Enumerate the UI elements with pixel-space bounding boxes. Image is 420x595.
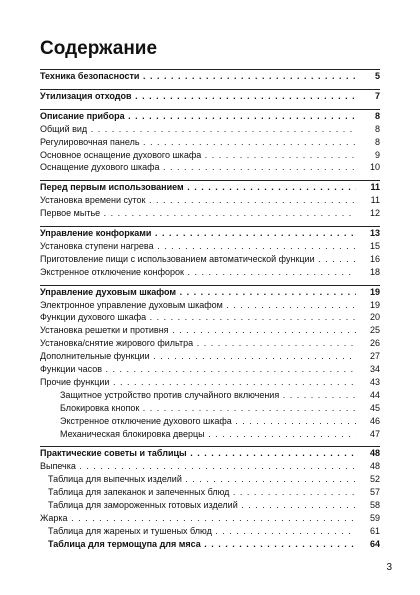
toc-entry[interactable]	[40, 149, 380, 161]
section-rule	[40, 285, 380, 286]
toc-entry-page: 48	[369, 448, 380, 459]
toc-entry-label: Техника безопасности . . .	[40, 70, 356, 82]
toc-entry-page: 11	[370, 182, 380, 193]
toc-entry-page: 19	[369, 299, 380, 310]
page-number: 3	[386, 562, 392, 573]
toc-entry-label: Таблица для жареных и тушеных блюд . . .	[40, 525, 356, 537]
section-rule	[40, 180, 380, 181]
toc-entry-label: Описание прибора . . .	[40, 110, 356, 122]
toc-entry-page: 58	[369, 500, 380, 510]
toc-entry-label: Таблица для термощупа для мяса . . .	[40, 538, 356, 550]
toc-entry-label: Управление духовым шкафом . . .	[40, 286, 356, 298]
toc-entry-page: 7	[374, 90, 380, 101]
toc-entry-label: Оснащение духового шкафа . . .	[40, 161, 356, 173]
toc-entry-label: Первое мытье . . .	[40, 207, 356, 219]
toc-entry-label: Установка времени суток . . .	[40, 194, 356, 206]
section-rule	[40, 226, 380, 227]
toc-section[interactable]	[40, 227, 380, 239]
section-rule	[40, 446, 380, 447]
toc-entry-page: 9	[374, 149, 380, 160]
toc-entry-page: 11	[370, 195, 380, 206]
toc-entry-label: Электронное управление духовым шкафом . . .	[40, 299, 356, 311]
toc-entry[interactable]	[40, 123, 380, 135]
toc-entry[interactable]	[40, 376, 380, 388]
toc-entry-label: Утилизация отходов . . .	[40, 90, 356, 102]
toc-entry-label: Экстренное отключение конфорок . . .	[40, 266, 356, 278]
toc-entry-label: Таблица для запеканок и запеченных блюд . . .	[40, 486, 356, 498]
toc-section[interactable]	[40, 70, 380, 82]
toc-entry-label: Прочие функции . . .	[40, 376, 356, 388]
toc-entry-page: 18	[369, 266, 380, 277]
toc-entry[interactable]	[40, 389, 380, 401]
toc-entry-page: 25	[369, 325, 380, 336]
toc-entry-label: Защитное устройство против случайного включения . . .	[40, 389, 356, 401]
toc-entry[interactable]	[40, 337, 380, 349]
toc-entry-page: 16	[369, 253, 380, 264]
toc-entry-page: 5	[374, 71, 380, 81]
toc-entry[interactable]	[40, 324, 380, 336]
toc-entry-page: 19	[369, 286, 380, 297]
toc-entry-label: Дополнительные функции . . .	[40, 350, 356, 362]
toc-entry-page: 52	[369, 474, 380, 485]
toc-entry-page: 8	[374, 136, 380, 147]
toc-entry-label: Блокировка кнопок . . .	[40, 402, 356, 414]
toc-entry-page: 13	[369, 228, 380, 238]
toc-entry-label: Экстренное отключение духового шкафа . . .	[40, 415, 356, 427]
toc-entry[interactable]	[40, 311, 380, 323]
section-rule	[40, 69, 380, 70]
toc-entry-page: 27	[369, 351, 380, 362]
toc-entry[interactable]	[40, 538, 380, 550]
toc-entry-label: Перед первым использованием . . .	[40, 181, 356, 193]
toc-entry-label: Приготовление пищи с использованием автоматической функции . . .	[40, 253, 356, 265]
toc-entry-page: 44	[369, 389, 380, 400]
toc-entry[interactable]	[40, 428, 380, 440]
toc-entry[interactable]	[40, 402, 380, 414]
toc-entry-page: 43	[369, 376, 380, 387]
toc-entry-label: Основное оснащение духового шкафа . . .	[40, 149, 356, 161]
toc-entry[interactable]	[40, 512, 380, 524]
toc-entry-page: 8	[374, 110, 380, 121]
toc-entry[interactable]	[40, 161, 380, 173]
toc-entry[interactable]	[40, 363, 380, 375]
toc-section[interactable]	[40, 286, 380, 298]
toc-entry-page: 47	[369, 428, 380, 439]
page-title: Содержание	[40, 38, 158, 59]
toc-entry-label: Таблица для выпечных изделий . . .	[40, 473, 356, 485]
toc-entry-label: Выпечка . . .	[40, 460, 356, 472]
toc-entry-label: Управление конфорками . . .	[40, 227, 356, 239]
toc-entry-page: 12	[369, 208, 380, 219]
toc-entry-label: Установка ступени нагрева . . .	[40, 240, 356, 252]
toc-entry-label: Жарка . . .	[40, 512, 356, 524]
toc-entry-page: 45	[369, 402, 380, 413]
toc-entry-page: 64	[369, 538, 380, 549]
toc-entry[interactable]	[40, 525, 380, 537]
toc-entry[interactable]	[40, 299, 380, 311]
toc-entry-label: Установка/снятие жирового фильтра . . .	[40, 337, 356, 349]
toc-entry[interactable]	[40, 499, 380, 511]
toc-entry[interactable]	[40, 350, 380, 362]
toc-entry[interactable]	[40, 207, 380, 219]
toc-entry-label: Общий вид . . .	[40, 123, 356, 135]
toc-entry[interactable]	[40, 253, 380, 265]
toc-entry[interactable]	[40, 240, 380, 252]
toc-entry[interactable]	[40, 473, 380, 485]
toc-entry-page: 10	[369, 162, 380, 173]
toc-entry-label: Функции часов . . .	[40, 363, 356, 375]
toc-entry-label: Функции духового шкафа . . .	[40, 311, 356, 323]
section-rule	[40, 109, 380, 110]
toc-entry-page: 57	[369, 487, 380, 498]
toc-entry-label: Регулировочная панель . . .	[40, 136, 356, 148]
toc-section[interactable]	[40, 181, 380, 193]
toc-entry[interactable]	[40, 266, 380, 278]
toc-entry-label: Таблица для замороженных готовых изделий . . .	[40, 499, 356, 511]
toc-section[interactable]	[40, 447, 380, 459]
toc-entry-page: 8	[374, 123, 380, 134]
toc-entry-page: 61	[369, 525, 380, 536]
toc-entry[interactable]	[40, 460, 380, 472]
toc-entry-page: 26	[369, 338, 380, 349]
toc-entry[interactable]	[40, 486, 380, 498]
toc-entry[interactable]	[40, 194, 380, 206]
toc-entry[interactable]	[40, 136, 380, 148]
toc-section[interactable]	[40, 110, 380, 122]
toc-entry-page: 46	[369, 415, 380, 426]
toc-entry[interactable]	[40, 415, 380, 427]
toc-entry-page: 15	[369, 240, 380, 251]
toc-entry-label: Механическая блокировка дверцы . . .	[40, 428, 356, 440]
toc-entry-page: 59	[369, 512, 380, 523]
section-rule	[40, 89, 380, 90]
toc-entry-label: Установка решетки и противня . . .	[40, 324, 356, 336]
toc-entry-page: 48	[369, 461, 380, 472]
toc-entry-page: 20	[369, 312, 380, 323]
toc-section[interactable]	[40, 90, 380, 102]
toc-entry-page: 34	[369, 364, 380, 374]
toc-entry-label: Практические советы и таблицы . . .	[40, 447, 356, 459]
